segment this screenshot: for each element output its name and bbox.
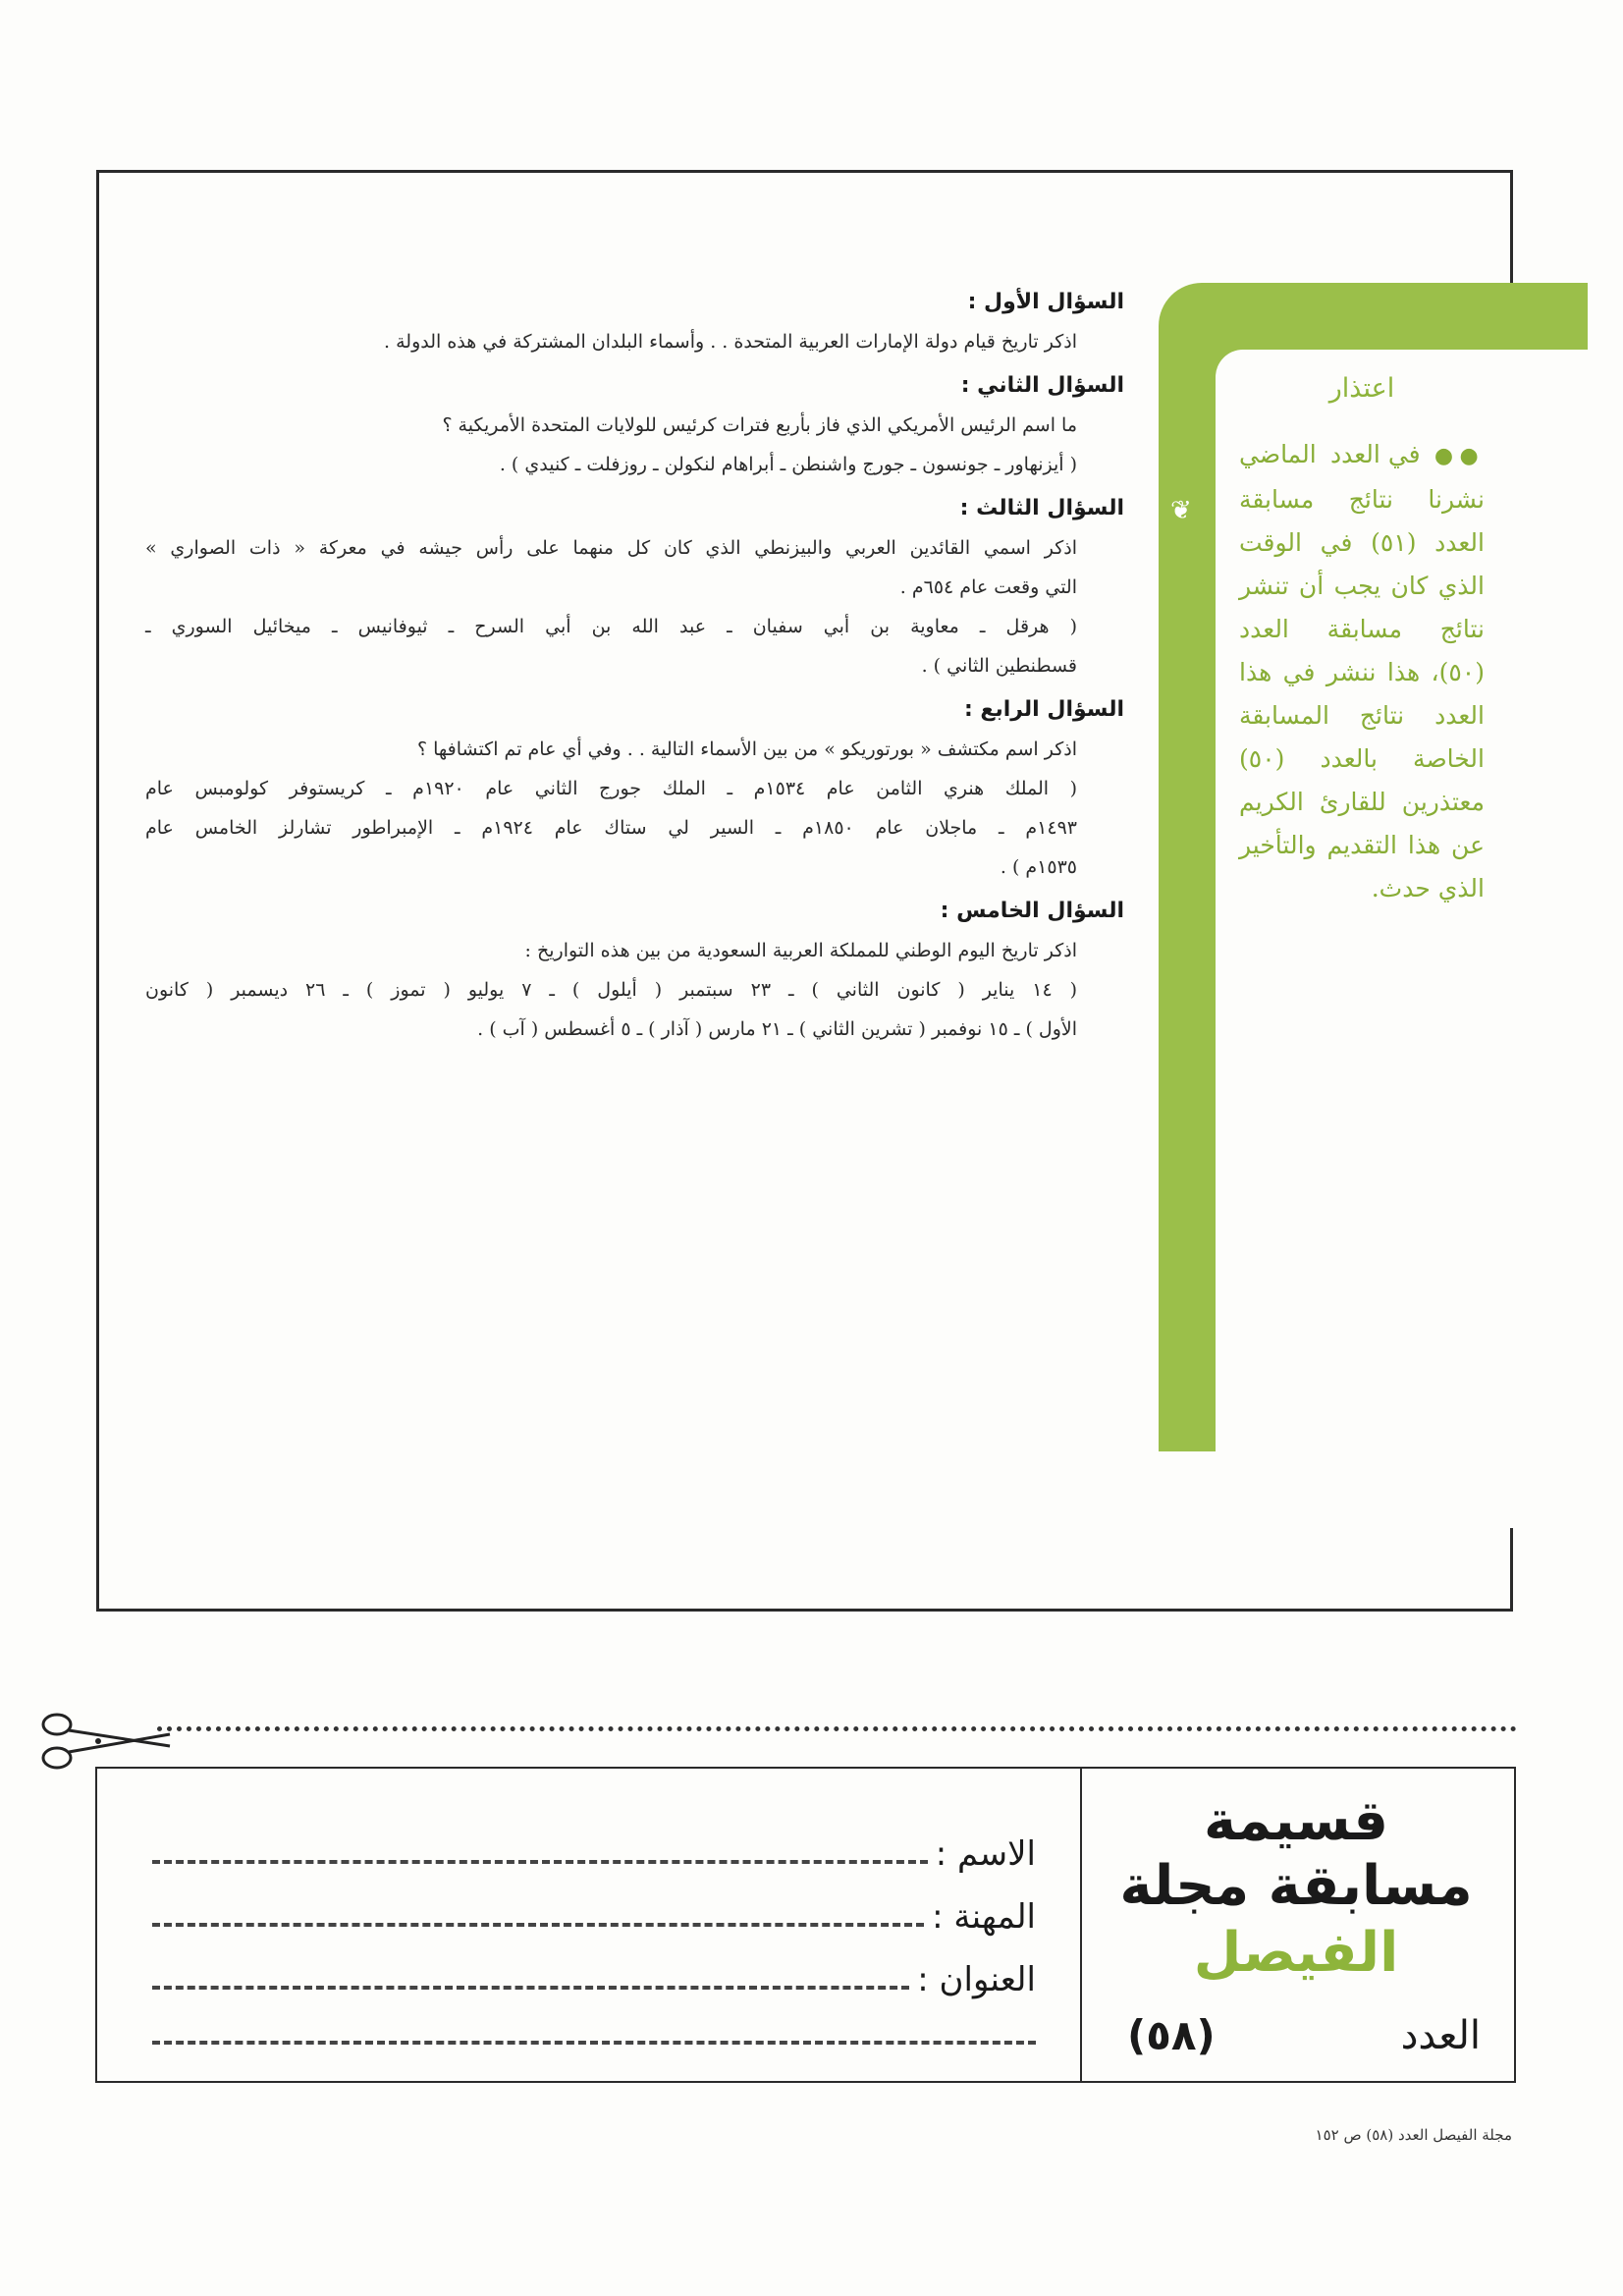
name-field[interactable] xyxy=(152,1827,1036,1874)
profession-label: المهنة : xyxy=(932,1897,1036,1937)
issue-number: (٥٨) xyxy=(1127,2011,1216,2059)
question-title: السؤال الرابع : xyxy=(963,697,1124,722)
question-choices: ( الملك هنري الثامن عام ١٥٣٤م ـ الملك جورج الثاني عام ١٩٢٠م ـ كريستوفر كولومبس عام xyxy=(145,778,1078,799)
scissors-icon xyxy=(37,1707,175,1776)
apology-box xyxy=(1239,373,1485,910)
question-text: ما اسم الرئيس الأمريكي الذي فاز بأربع فترات كرئيس للولايات المتحدة الأمريكية ؟ xyxy=(442,414,1077,436)
profession-fill-line[interactable] xyxy=(152,1923,924,1927)
question-text: التي وقعت عام ٦٥٤م . xyxy=(899,576,1077,598)
question-text: اذكر تاريخ قيام دولة الإمارات العربية المتحدة . . وأسماء البلدان المشتركة في هذه الدولة . xyxy=(384,331,1077,353)
coupon-issue xyxy=(1127,2011,1481,2059)
question-1 xyxy=(145,290,1124,361)
issue-label: العدد xyxy=(1400,2012,1481,2058)
address-fill-line[interactable] xyxy=(152,1986,909,1990)
question-title: السؤال الخامس : xyxy=(940,899,1124,923)
question-title: السؤال الثاني : xyxy=(960,373,1124,398)
apology-body: في العدد الماضي نشرنا نتائج مسابقة العدد (٥١) في الوقت الذي كان يجب أن تنشر نتائج مسابقة العدد (٥٠)، هذا ننشر في هذا العدد نتائج المسابقة الخاصة بالعدد (٥٠) معتذرين للقارئ الكريم عن هذا التقديم والتأخير الذي حدث. xyxy=(1239,440,1485,902)
question-choices: ( هرقل ـ معاوية بن أبي سفيان ـ عبد الله بن أبي السرح ـ ثيوفانيس ـ ميخائيل السوري ـ xyxy=(145,616,1077,637)
magazine-name: الفيصل xyxy=(1193,1921,1399,1985)
address-field[interactable] xyxy=(152,1952,1036,1999)
question-choices: قسطنطين الثاني ) . xyxy=(921,655,1077,677)
question-choices: الأول ) ـ ١٥ نوفمبر ( تشرين الثاني ) ـ ٢١ مارس ( آذار ) ـ ٥ أغسطس ( آب ) . xyxy=(477,1018,1077,1040)
question-text: اذكر اسم مكتشف « بورتوريكو » من بين الأسماء التالية . . وفي أي عام تم اكتشافها ؟ xyxy=(416,738,1077,760)
cut-line xyxy=(157,1726,1517,1731)
apology-title: اعتذار xyxy=(1328,373,1395,404)
name-fill-line[interactable] xyxy=(152,1860,928,1864)
coupon-title-line: قسيمة xyxy=(1203,1789,1388,1853)
apology-band-end xyxy=(1159,1451,1588,1510)
profession-field[interactable] xyxy=(152,1889,1036,1937)
question-4 xyxy=(145,697,1124,887)
question-choices: ( ١٤ يناير ( كانون الثاني ) ـ ٢٣ سبتمبر ( أيلول ) ـ ٧ يوليو ( تموز ) ـ ٢٦ ديسمبر ( كانون xyxy=(145,979,1078,1001)
name-label: الاسم : xyxy=(935,1834,1036,1874)
address-extra-line[interactable] xyxy=(152,2041,1036,2045)
leaf-ornament-icon: ❦ xyxy=(1170,496,1192,525)
question-title: السؤال الأول : xyxy=(967,290,1124,314)
question-2 xyxy=(145,373,1124,484)
questions-list xyxy=(145,290,1124,1061)
question-choices: ( أيزنهاور ـ جونسون ـ جورج واشنطن ـ أبراهام لنكولن ـ روزفلت ـ كنيدي ) . xyxy=(499,454,1077,475)
coupon-title-line: مسابقة مجلة xyxy=(1119,1854,1473,1918)
question-5 xyxy=(145,899,1124,1049)
question-choices: ١٥٣٥م ) . xyxy=(1000,856,1077,878)
address-label: العنوان : xyxy=(917,1960,1036,1999)
coupon-divider xyxy=(1080,1767,1082,2083)
question-choices: ١٤٩٣م ـ ماجلان عام ١٨٥٠م ـ السير لي ستاك عام ١٩٢٤م ـ الإمبراطور تشارلز الخامس عام xyxy=(145,817,1077,839)
coupon-title xyxy=(1090,1789,1502,1988)
question-3 xyxy=(145,496,1124,685)
apology-bullets: ●● xyxy=(1434,444,1485,468)
question-text: اذكر تاريخ اليوم الوطني للمملكة العربية السعودية من بين هذه التواريخ : xyxy=(524,940,1077,961)
apology-text xyxy=(1239,433,1485,910)
question-text: اذكر اسمي القائدين العربي والبيزنطي الذي كان كل منهما على رأس جيشه في معركة « ذات الصواري » xyxy=(145,537,1077,559)
page-footer: مجلة الفيصل العدد (٥٨) ص ١٥٢ xyxy=(1315,2126,1512,2144)
question-title: السؤال الثالث : xyxy=(959,496,1124,520)
